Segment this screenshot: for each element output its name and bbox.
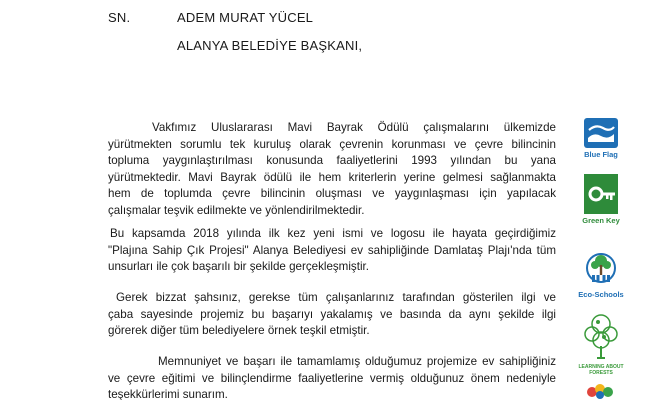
paragraph-4 — [108, 354, 556, 400]
blue-flag-icon — [584, 118, 618, 148]
forest-tree-icon — [581, 310, 621, 362]
paragraph-line: Memnuniyet ve başarı ile tamamlamış olduğumuz projemize ev sahipliğiniz — [158, 355, 556, 368]
logo-caption: Eco-Schools — [578, 290, 624, 299]
paragraph-line: topluma yaygınlaştırılması konusunda faaliyetlerini 1993 yılından bu yana — [108, 154, 556, 168]
eco-schools-icon — [586, 250, 616, 288]
recipient-name: ADEM MURAT YÜCEL — [177, 10, 314, 25]
colorful-logo-icon — [584, 380, 618, 400]
young-reporters-logo-partial — [562, 380, 640, 400]
salutation: SN. — [108, 10, 131, 25]
paragraph-line: çalışmalar teşvik edilmekte ve yönlendirilmektedir. — [108, 203, 365, 217]
paragraph-line: unsurları ile çok başarılı bir şekilde gerçekleşmiştir. — [108, 260, 369, 274]
paragraph-line: ve çevre eğitimi ve bilinçlendirme faaliyetlerine vermiş olduğunuz önem nedeniyle — [108, 371, 556, 385]
paragraph-line: "Plajına Sahip Çık Projesi" Alanya Belediyesi ev sahipliğinde Damlataş Plajı'nda tüm — [108, 243, 556, 257]
blue-flag-logo — [562, 118, 640, 159]
logo-caption: Green Key — [582, 216, 620, 225]
paragraph-line: Gerek bizzat şahsınız, gerekse tüm çalışanlarınız tarafından gösterilen ilgi ve — [116, 291, 556, 304]
recipient-title: ALANYA BELEDİYE BAŞKANI, — [177, 38, 363, 53]
paragraph-line: Vakfımız Uluslararası Mavi Bayrak Ödülü çalışmalarını ülkemizde — [152, 121, 556, 134]
paragraph-line: yürütmekten sorumlu tek kuruluş olarak çevrenin korunması ve çevre bilincinin — [108, 137, 556, 151]
paragraph-line: teşekkürlerimi sunarım. — [108, 388, 228, 400]
green-key-logo — [562, 174, 640, 225]
logo-caption: LEARNING ABOUT FORESTS — [578, 364, 624, 376]
paragraph-1 — [108, 120, 556, 220]
paragraph-line: görerek diğer tüm belediyelere örnek teşkil etmiştir. — [108, 324, 370, 338]
program-logos-sidebar — [562, 110, 640, 400]
paragraph-line: Bu kapsamda 2018 yılında ilk kez yeni ismi ve logosu ile hayata geçirdiğimiz — [110, 227, 556, 240]
paragraph-2 — [108, 226, 556, 276]
paragraph-3 — [108, 290, 556, 340]
learning-about-forests-logo — [562, 310, 640, 376]
green-key-icon — [584, 174, 618, 214]
paragraph-line: çaba sayesinde projemiz bu başarıyı yakalamış ve basında da aynı şekilde ilgi — [108, 307, 556, 321]
paragraph-line: hem de toplumda çevre bilincinin oluşması ve yaygınlaşması için yapılacak — [108, 187, 556, 201]
paragraph-line: yürütmektedir. Mavi Bayrak ödülü ile hem kriterlerin yerine gelmesi sağlanmakta — [108, 170, 556, 184]
eco-schools-logo — [562, 250, 640, 299]
logo-caption: Blue Flag — [584, 150, 618, 159]
